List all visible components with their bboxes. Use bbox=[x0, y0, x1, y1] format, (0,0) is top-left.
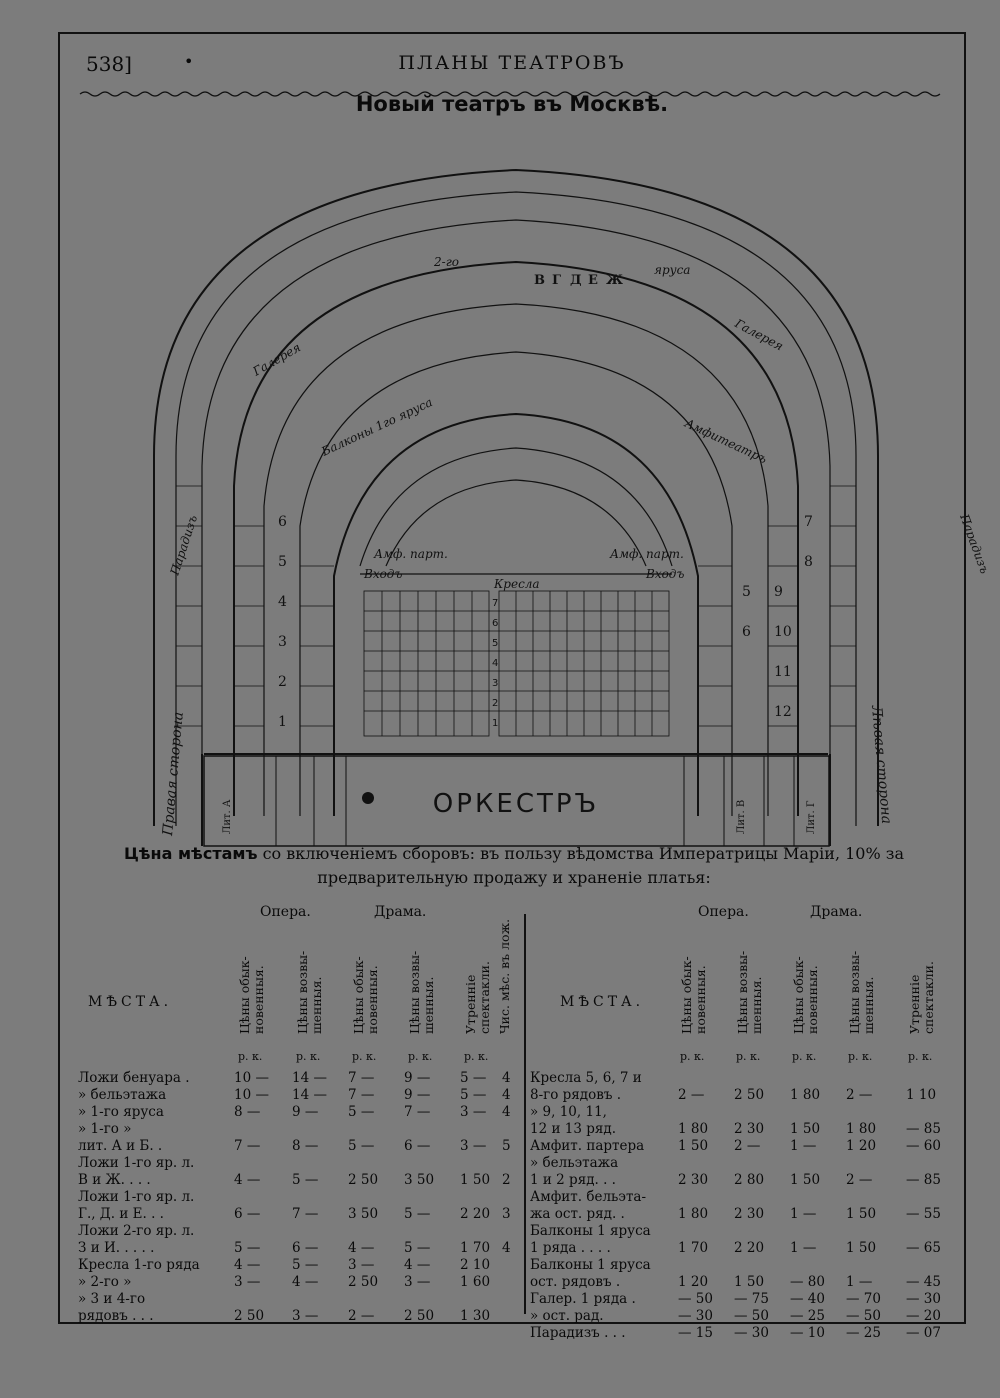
price-cell: 5 — bbox=[404, 1206, 431, 1222]
rk-label: р. к. bbox=[848, 1050, 873, 1063]
table-row bbox=[530, 1291, 950, 1308]
price-cell: 14 — bbox=[292, 1087, 327, 1103]
price-cell: 4 bbox=[502, 1070, 511, 1086]
place-name: Ложи 1-го яр. л. bbox=[78, 1155, 195, 1171]
price-cell: 1 80 bbox=[790, 1087, 821, 1103]
table-row bbox=[530, 1172, 950, 1189]
place-name: Амфит. бельэта- bbox=[530, 1189, 647, 1205]
table-row bbox=[78, 1257, 516, 1274]
price-cell: 2 — bbox=[678, 1087, 705, 1103]
gallery-right-label: Галерея bbox=[732, 316, 786, 354]
table-row bbox=[530, 1189, 950, 1206]
price-cell: 1 70 bbox=[460, 1240, 491, 1256]
drama-label: Драма. bbox=[374, 904, 427, 920]
place-name: Кресла 1-го ряда bbox=[78, 1257, 200, 1273]
price-cell: 3 — bbox=[460, 1138, 487, 1154]
box-letter: Е bbox=[588, 273, 598, 288]
running-title: ПЛАНЫ ТЕАТРОВЪ bbox=[398, 52, 626, 74]
box-letter: Ж bbox=[606, 273, 624, 288]
table-row bbox=[78, 1189, 516, 1206]
left-side-label: Лѣвая сторона bbox=[868, 704, 895, 825]
balcony-label: Балконы 1го яруса bbox=[319, 395, 435, 459]
lit-a-label: Лит. А bbox=[222, 799, 233, 834]
row-number: 4 bbox=[492, 658, 499, 669]
price-cell: — 30 bbox=[906, 1291, 941, 1307]
price-cell: 4 bbox=[502, 1240, 511, 1256]
price-cell: 2 50 bbox=[734, 1087, 765, 1103]
price-cell: — 30 bbox=[734, 1325, 769, 1341]
table-row bbox=[78, 1291, 516, 1308]
price-cell: 4 bbox=[502, 1104, 511, 1120]
price-cell: 2 30 bbox=[678, 1172, 709, 1188]
table-row bbox=[78, 1308, 516, 1325]
header-mark: • bbox=[184, 52, 194, 71]
place-name: 12 и 13 ряд. bbox=[530, 1121, 616, 1137]
benoir-box-label: 10 bbox=[774, 624, 792, 640]
place-name: 1 и 2 ряд. . . bbox=[530, 1172, 616, 1188]
price-cell: — 60 bbox=[906, 1138, 941, 1154]
price-cell: 1 80 bbox=[678, 1206, 709, 1222]
price-cell: 5 bbox=[502, 1138, 511, 1154]
price-cell: 4 bbox=[502, 1087, 511, 1103]
price-cell: — 15 bbox=[678, 1325, 713, 1341]
price-cell: 2 30 bbox=[734, 1206, 765, 1222]
rk-label: р. к. bbox=[408, 1050, 433, 1063]
rk-label: р. к. bbox=[238, 1050, 263, 1063]
rk-label: р. к. bbox=[736, 1050, 761, 1063]
price-cell: 1 30 bbox=[460, 1308, 491, 1324]
table-row bbox=[78, 1138, 516, 1155]
place-name: рядовъ . . . bbox=[78, 1308, 154, 1324]
price-cell: 5 — bbox=[460, 1070, 487, 1086]
price-cell: — 25 bbox=[846, 1325, 881, 1341]
table-row bbox=[78, 1155, 516, 1172]
price-cell: 3 — bbox=[404, 1274, 431, 1290]
price-cell: — 55 bbox=[906, 1206, 941, 1222]
place-name: В и Ж. . . . bbox=[78, 1172, 151, 1188]
lit-v-label: Лит. В bbox=[736, 799, 747, 834]
price-cell: 6 — bbox=[234, 1206, 261, 1222]
row-number: 5 bbox=[492, 638, 499, 649]
price-cell: 10 — bbox=[234, 1087, 269, 1103]
places-label: МѢСТА. bbox=[88, 994, 173, 1010]
price-cell: 1 — bbox=[846, 1274, 873, 1290]
place-name: 1 ряда . . . . bbox=[530, 1240, 611, 1256]
price-cell: — 45 bbox=[906, 1274, 941, 1290]
column-header: Цѣны возвы- шенныя. bbox=[735, 950, 764, 1034]
rk-label: р. к. bbox=[352, 1050, 377, 1063]
price-cell: 7 — bbox=[404, 1104, 431, 1120]
seating-plan-drawing bbox=[124, 126, 992, 846]
row-number: 6 bbox=[492, 618, 499, 629]
benoir-box-label: 3 bbox=[278, 634, 287, 650]
box-letter: Д bbox=[570, 273, 582, 288]
table-row bbox=[530, 1240, 950, 1257]
price-cell: 2 50 bbox=[234, 1308, 265, 1324]
table-row bbox=[530, 1274, 950, 1291]
price-cell: 7 — bbox=[348, 1087, 375, 1103]
page-header bbox=[60, 48, 964, 88]
price-cell: 9 — bbox=[404, 1087, 431, 1103]
price-cell: 1 80 bbox=[846, 1121, 877, 1137]
price-cell: — 50 bbox=[678, 1291, 713, 1307]
box-letter: В bbox=[534, 273, 545, 288]
price-cell: 2 — bbox=[846, 1087, 873, 1103]
right-side-label: Правая сторона bbox=[160, 711, 187, 837]
table-row bbox=[78, 1274, 516, 1291]
table-row bbox=[78, 1206, 516, 1223]
amf-parterre-label: Амф. парт. bbox=[374, 547, 448, 561]
box-letter: Г bbox=[552, 273, 561, 288]
paradis-right-label: Парадизъ bbox=[957, 512, 992, 576]
price-cell: 1 70 bbox=[678, 1240, 709, 1256]
price-cell: 1 60 bbox=[460, 1274, 491, 1290]
price-cell: 1 — bbox=[790, 1206, 817, 1222]
place-name: З и И. . . . . bbox=[78, 1240, 155, 1256]
page-sheet bbox=[58, 32, 992, 1341]
table-row bbox=[530, 1257, 950, 1274]
column-header: Утренніе спектакли. bbox=[463, 961, 492, 1034]
price-cell: 9 — bbox=[404, 1070, 431, 1086]
price-cell: 10 — bbox=[234, 1070, 269, 1086]
amf-parterre-label: Амф. парт. bbox=[610, 547, 684, 561]
price-cell: 8 — bbox=[292, 1138, 319, 1154]
price-cell: 2 20 bbox=[734, 1240, 765, 1256]
price-cell: 5 — bbox=[404, 1240, 431, 1256]
table-row bbox=[78, 1240, 516, 1257]
price-cell: 6 — bbox=[292, 1240, 319, 1256]
lit-g-label: Лит. Г bbox=[806, 800, 817, 834]
entrance-label: Входъ bbox=[646, 567, 685, 581]
row-number: 1 bbox=[492, 718, 499, 729]
page-number: 538] bbox=[86, 52, 132, 76]
place-name: Парадизъ . . . bbox=[530, 1325, 626, 1341]
kresla-label: Кресла bbox=[494, 577, 540, 591]
price-cell: 1 50 bbox=[790, 1121, 821, 1137]
price-cell: 2 30 bbox=[734, 1121, 765, 1137]
place-name: » 3 и 4-го bbox=[78, 1291, 146, 1307]
price-cell: 1 20 bbox=[846, 1138, 877, 1154]
price-cell: 3 — bbox=[292, 1308, 319, 1324]
amphitheatre-label: Амфитеатръ bbox=[682, 416, 770, 467]
table-row bbox=[78, 1104, 516, 1121]
price-cell: 8 — bbox=[234, 1104, 261, 1120]
benoir-box-label: 11 bbox=[774, 664, 792, 680]
benoir-box-label: 8 bbox=[804, 554, 813, 570]
place-name: жа ост. ряд. . bbox=[530, 1206, 625, 1222]
price-cell: — 65 bbox=[906, 1240, 941, 1256]
price-cell: 6 — bbox=[404, 1138, 431, 1154]
price-cell: 14 — bbox=[292, 1070, 327, 1086]
table-row bbox=[78, 1070, 516, 1087]
benoir-box-label: 9 bbox=[774, 584, 783, 600]
price-cell: 2 80 bbox=[734, 1172, 765, 1188]
drama-label: Драма. bbox=[810, 904, 863, 920]
row-number: 7 bbox=[492, 598, 499, 609]
price-cell: 2 bbox=[502, 1172, 511, 1188]
price-cell: — 50 bbox=[846, 1308, 881, 1324]
column-header: Цѣны возвы- шенныя. bbox=[407, 950, 436, 1034]
places-label: МѢСТА. bbox=[560, 994, 645, 1010]
table-row bbox=[530, 1155, 950, 1172]
price-cell: 3 50 bbox=[404, 1172, 435, 1188]
row-number: 2 bbox=[492, 698, 499, 709]
rk-label: р. к. bbox=[680, 1050, 705, 1063]
table-row bbox=[78, 1087, 516, 1104]
benoir-box-label: 6 bbox=[278, 514, 287, 530]
column-header: Цѣны возвы- шенныя. bbox=[295, 950, 324, 1034]
price-heading bbox=[80, 842, 948, 890]
price-cell: 4 — bbox=[234, 1257, 261, 1273]
table-row bbox=[530, 1104, 950, 1121]
place-name: Ложи 1-го яр. л. bbox=[78, 1189, 195, 1205]
price-cell: 1 10 bbox=[906, 1087, 937, 1103]
price-cell: 1 — bbox=[790, 1240, 817, 1256]
price-cell: 3 — bbox=[460, 1104, 487, 1120]
price-cell: 5 — bbox=[460, 1087, 487, 1103]
price-cell: 5 — bbox=[348, 1138, 375, 1154]
price-cell: — 10 bbox=[790, 1325, 825, 1341]
orchestra-label: ОРКЕСТРЪ bbox=[432, 789, 600, 819]
price-heading-bold: Цѣна мѣстамъ bbox=[123, 844, 258, 863]
table-row bbox=[530, 1308, 950, 1325]
place-name: Балконы 1 яруса bbox=[530, 1223, 651, 1239]
price-heading-text: со включеніемъ сборовъ: въ пользу вѣдомства Императрицы Маріи, 10% за предварительную продажу и храненіе платья: bbox=[257, 844, 905, 887]
tier2-label: 2-го bbox=[434, 255, 459, 269]
benoir-box-label: 2 bbox=[278, 674, 287, 690]
rk-label: р. к. bbox=[464, 1050, 489, 1063]
price-cell: 3 50 bbox=[348, 1206, 379, 1222]
place-name: 8-го рядовъ . bbox=[530, 1087, 622, 1103]
table-row bbox=[78, 1223, 516, 1240]
table-row bbox=[530, 1070, 950, 1087]
price-cell: — 40 bbox=[790, 1291, 825, 1307]
table-row bbox=[530, 1325, 950, 1342]
price-table-header bbox=[530, 904, 950, 1063]
benoir-box-label: 12 bbox=[774, 704, 792, 720]
row-number: 3 bbox=[492, 678, 499, 689]
benoir-box-label: 7 bbox=[804, 514, 813, 530]
price-cell: 2 — bbox=[348, 1308, 375, 1324]
place-name: лит. А и Б. . bbox=[78, 1138, 163, 1154]
price-cell: 4 — bbox=[348, 1240, 375, 1256]
benoir-box-label: 4 bbox=[278, 594, 287, 610]
price-cell: 1 50 bbox=[734, 1274, 765, 1290]
price-cell: — 20 bbox=[906, 1308, 941, 1324]
price-cell: 1 50 bbox=[678, 1138, 709, 1154]
table-row bbox=[530, 1121, 950, 1138]
place-name: Амфит. партера bbox=[530, 1138, 645, 1154]
column-header: Цѣны возвы- шенныя. bbox=[847, 950, 876, 1034]
price-cell: 1 20 bbox=[678, 1274, 709, 1290]
rk-label: р. к. bbox=[792, 1050, 817, 1063]
place-name: » 1-го » bbox=[78, 1121, 132, 1137]
price-cell: 5 — bbox=[292, 1257, 319, 1273]
benoir-box-label: 6 bbox=[742, 624, 751, 640]
price-cell: 2 50 bbox=[404, 1308, 435, 1324]
table-row bbox=[530, 1206, 950, 1223]
gallery-left-label: Галерея bbox=[250, 340, 304, 379]
place-name: ост. рядовъ . bbox=[530, 1274, 621, 1290]
price-cell: — 85 bbox=[906, 1172, 941, 1188]
place-name: » бельэтажа bbox=[78, 1087, 167, 1103]
price-cell: 2 — bbox=[846, 1172, 873, 1188]
price-table-header bbox=[78, 904, 516, 1063]
price-cell: 2 10 bbox=[460, 1257, 491, 1273]
table-row bbox=[530, 1138, 950, 1155]
price-cell: — 25 bbox=[790, 1308, 825, 1324]
price-cell: — 70 bbox=[846, 1291, 881, 1307]
price-cell: — 85 bbox=[906, 1121, 941, 1137]
price-cell: 7 — bbox=[348, 1070, 375, 1086]
price-cell: 2 — bbox=[734, 1138, 761, 1154]
opera-label: Опера. bbox=[698, 904, 749, 920]
price-cell: 4 — bbox=[234, 1172, 261, 1188]
column-header: Утренніе спектакли. bbox=[907, 961, 936, 1034]
table-row bbox=[78, 1172, 516, 1189]
price-cell: — 80 bbox=[790, 1274, 825, 1290]
price-cell: 2 50 bbox=[348, 1172, 379, 1188]
price-cell: 5 — bbox=[292, 1172, 319, 1188]
table-row bbox=[78, 1121, 516, 1138]
price-cell: 3 bbox=[502, 1206, 511, 1222]
benoir-box-label: 5 bbox=[278, 554, 287, 570]
paradis-left-label: Парадизъ bbox=[167, 513, 201, 577]
benoir-box-label: 1 bbox=[278, 714, 287, 730]
price-cell: 1 50 bbox=[846, 1240, 877, 1256]
seating-plan bbox=[124, 126, 992, 846]
table-row bbox=[530, 1087, 950, 1104]
price-rows bbox=[530, 1070, 950, 1342]
price-cell: 2 20 bbox=[460, 1206, 491, 1222]
place-name: » 9, 10, 11, bbox=[530, 1104, 607, 1120]
place-name: Г., Д. и Е. . . bbox=[78, 1206, 164, 1222]
price-cell: 1 50 bbox=[790, 1172, 821, 1188]
place-name: Галер. 1 ряда . bbox=[530, 1291, 636, 1307]
place-name: Ложи 2-го яр. л. bbox=[78, 1223, 195, 1239]
price-cell: 3 — bbox=[234, 1274, 261, 1290]
rk-label: р. к. bbox=[296, 1050, 321, 1063]
place-name: Балконы 1 яруса bbox=[530, 1257, 651, 1273]
price-cell: 2 50 bbox=[348, 1274, 379, 1290]
column-divider bbox=[524, 914, 526, 1314]
price-cell: 5 — bbox=[348, 1104, 375, 1120]
place-name: » 1-го яруса bbox=[78, 1104, 164, 1120]
place-name: » ост. рад. bbox=[530, 1308, 604, 1324]
price-cell: 1 50 bbox=[846, 1206, 877, 1222]
price-cell: — 30 bbox=[678, 1308, 713, 1324]
place-name: Кресла 5, 6, 7 и bbox=[530, 1070, 642, 1086]
price-cell: 9 — bbox=[292, 1104, 319, 1120]
benoir-box-label: 5 bbox=[742, 584, 751, 600]
place-name: » бельэтажа bbox=[530, 1155, 619, 1171]
column-header: Цѣны обык- новенныя. bbox=[679, 956, 708, 1034]
rk-label: р. к. bbox=[908, 1050, 933, 1063]
column-header: Чис. мѣс. въ лож. bbox=[497, 918, 512, 1034]
place-name: » 2-го » bbox=[78, 1274, 132, 1290]
price-cell: 5 — bbox=[234, 1240, 261, 1256]
column-header: Цѣны обык- новенныя. bbox=[351, 956, 380, 1034]
price-cell: 1 — bbox=[790, 1138, 817, 1154]
price-rows bbox=[78, 1070, 516, 1325]
price-cell: 7 — bbox=[234, 1138, 261, 1154]
price-cell: — 50 bbox=[734, 1308, 769, 1324]
column-header: Цѣны обык- новенныя. bbox=[791, 956, 820, 1034]
price-cell: — 07 bbox=[906, 1325, 941, 1341]
price-cell: — 75 bbox=[734, 1291, 769, 1307]
price-cell: 3 — bbox=[348, 1257, 375, 1273]
place-name: Ложи бенуара . bbox=[78, 1070, 190, 1086]
yarus-label: яруса bbox=[654, 263, 691, 277]
table-row bbox=[530, 1223, 950, 1240]
entrance-label: Входъ bbox=[364, 567, 403, 581]
price-cell: 4 — bbox=[404, 1257, 431, 1273]
price-cell: 4 — bbox=[292, 1274, 319, 1290]
column-header: Цѣны обык- новенныя. bbox=[237, 956, 266, 1034]
opera-label: Опера. bbox=[260, 904, 311, 920]
page-title: Новый театръ въ Москвѣ. bbox=[355, 92, 669, 116]
price-cell: 1 50 bbox=[460, 1172, 491, 1188]
price-cell: 7 — bbox=[292, 1206, 319, 1222]
price-cell: 1 80 bbox=[678, 1121, 709, 1137]
